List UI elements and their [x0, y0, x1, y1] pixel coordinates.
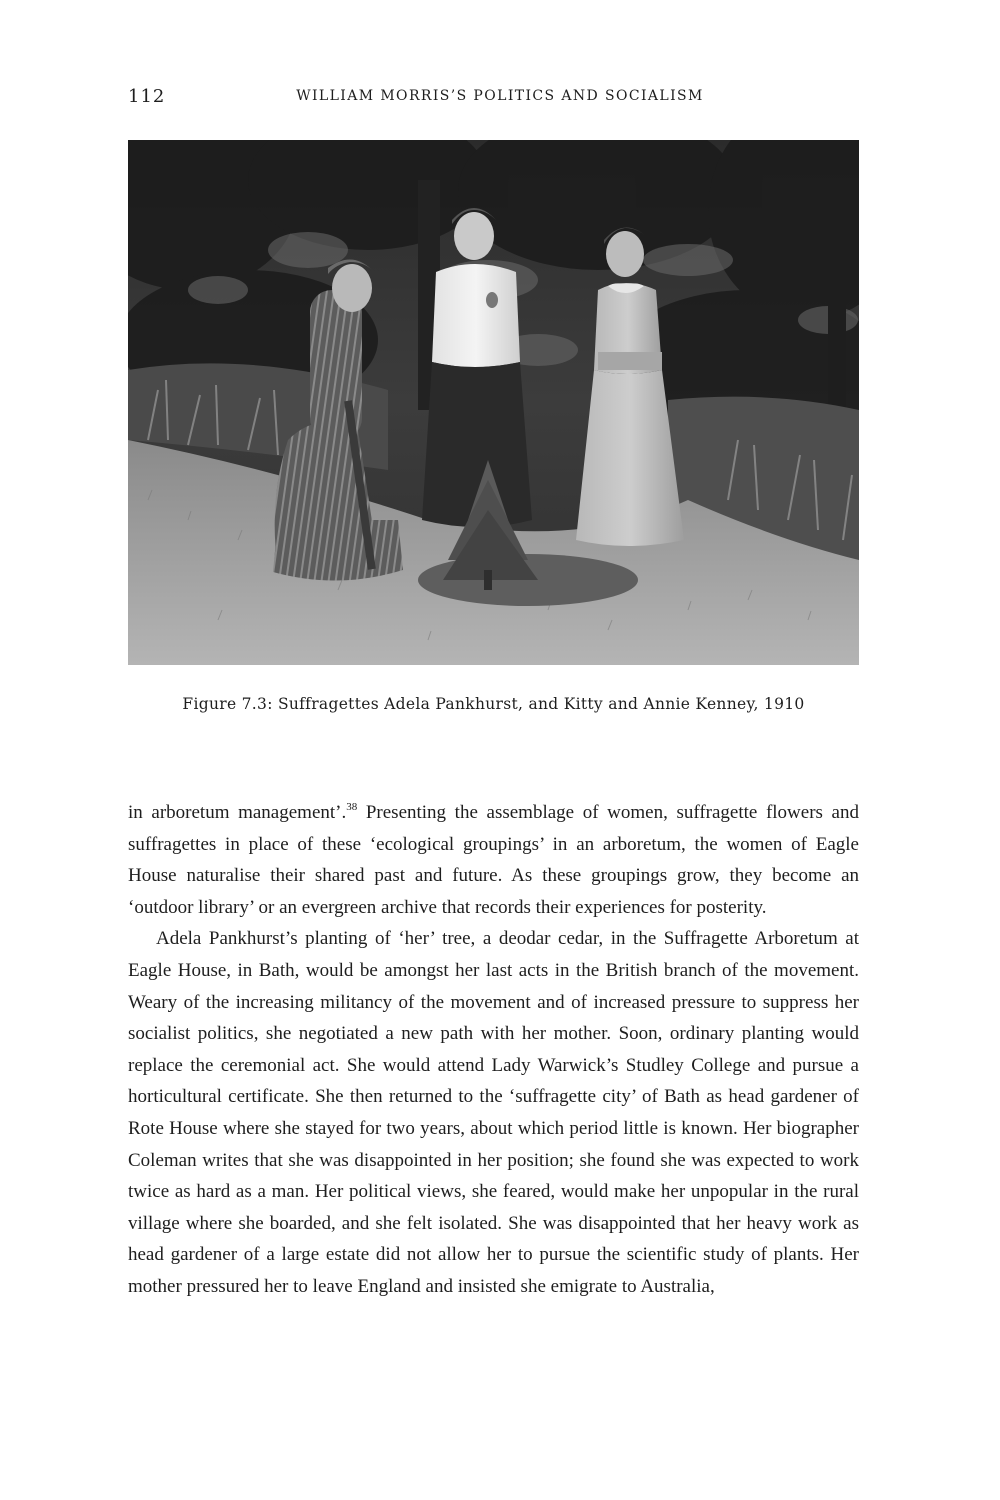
- tree-trunk: [828, 200, 846, 420]
- body-text: [128, 797, 859, 1303]
- running-head: WILLIAM MORRIS’S POLITICS AND SOCIALISM: [296, 88, 704, 104]
- paragraph-text: Presenting the assemblage of women, suffragette flowers and suffragettes in place of these ‘ecological groupings’ in an arboretum, the women of Eagle House naturalise their shared past and future. As these groupings grow, they become an ‘outdoor library’ or an evergreen archive that records their experiences for posterity.: [128, 802, 859, 918]
- figure-photo: [128, 140, 859, 665]
- paragraph: [128, 797, 859, 923]
- paragraph: Adela Pankhurst’s planting of ‘her’ tree, a deodar cedar, in the Suffragette Arboretum at Eagle House, in Bath, would be amongst her last acts in the British branch of the movement. Weary of the increasing militancy of the movement and of increased pressure to suppress her socialist politics, she negotiated a new path with her mother. Soon, ordinary planting would replace the ceremonial act. She would attend Lady Warwick’s Studley College and pursue a horticultural certificate. She then returned to the ‘suffragette city’ of Bath as head gardener of Rote House where she stayed for two years, about which period little is known. Her biographer Coleman writes that she was disappointed in her position; she found she was expected to work twice as hard as a man. Her political views, she feared, would make her unpopular in the rural village where she boarded, and she felt isolated. She was disappointed that her heavy work as head gardener of a large estate did not allow her to pursue the scientific study of plants. Her mother pressured her to leave England and insisted she emigrate to Australia,: [128, 928, 859, 1297]
- page-number: 112: [128, 86, 166, 107]
- footnote-ref[interactable]: 38: [346, 801, 358, 813]
- paragraph-text: in arboretum management’.: [128, 802, 347, 823]
- figure-caption: Figure 7.3: Suffragettes Adela Pankhurst, and Kitty and Annie Kenney, 1910: [182, 695, 805, 713]
